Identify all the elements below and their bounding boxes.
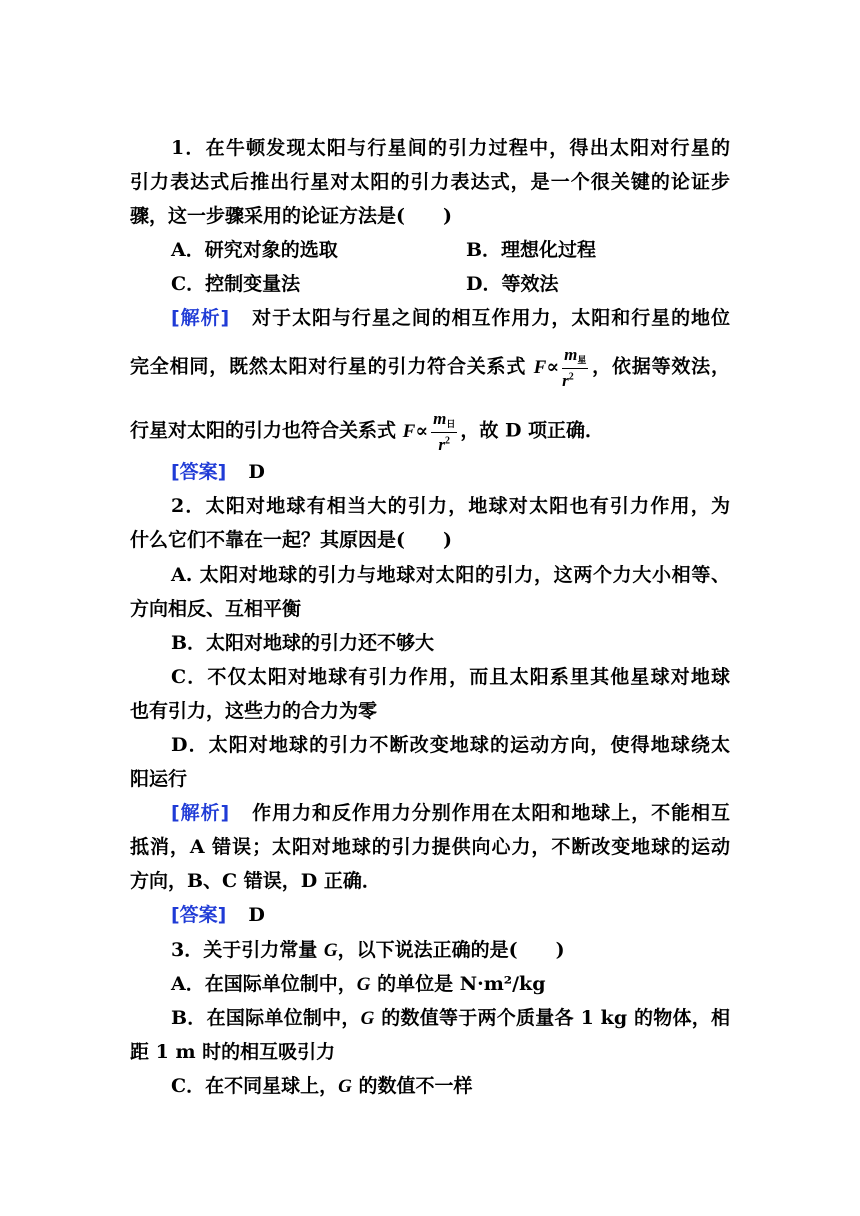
q1-stem-line2: 引力表达式后推出行星对太阳的引力表达式，是一个很关键的论证步 [130,171,730,193]
q2-stem-line1: 2．太阳对地球有相当大的引力，地球对太阳也有引力作用，为 [171,495,730,517]
q1-analysis-line3: 行星对太阳的引力也符合关系式 F∝ $\frac{m_日}{r^2}$ ，故 D 项正确． [130,409,605,454]
q3-option-c: C．在不同星球上，G 的数值不一样 [171,1075,473,1097]
answer-tag: [答案] [171,904,227,926]
q1-stem-line1: 1．在牛顿发现太阳与行星间的引力过程中，得出太阳对行星的 [171,137,730,159]
q3-option-b-line1: B．在国际单位制中，G 的数值等于两个质量各 1 kg 的物体，相 [171,1007,730,1029]
q1-options-row1 [171,237,730,263]
q2-analysis-line2: 抵消，A 错误；太阳对地球的引力提供向心力，不断改变地球的运动 [130,836,730,858]
q1-option-d: D．等效法 [466,273,559,295]
proportion-formula-sun: F∝ $\frac{m_日}{r^2}$ [402,409,456,454]
q2-answer [171,902,730,928]
q2-analysis-line1: [解析] 作用力和反作用力分别作用在太阳和地球上，不能相互 [171,802,730,824]
q2-answer-value: D [248,904,265,926]
q1-stem-line3: 骤，这一步骤采用的论证方法是( ) [130,205,452,227]
proportion-formula-star: F∝ $\frac{m_星}{r^2}$ [533,345,587,390]
fraction-m-sun-over-r2: $\frac{m_日}{r^2}$ [433,409,456,454]
q2-stem-line2: 什么它们不靠在一起？其原因是( ) [130,529,452,551]
q2-option-c-line2: 也有引力，这些力的合力为零 [130,700,378,722]
fraction-m-star-over-r2: $\frac{m_星}{r^2}$ [562,345,587,390]
analysis-tag: [解析] [171,307,230,329]
q1-options-row2 [171,271,730,297]
q2-option-a-line1: A. 太阳对地球的引力与地球对太阳的引力，这两个力大小相等、 [171,564,730,586]
q1-option-b: B．理想化过程 [466,239,597,261]
q3-option-b-line2: 距 1 m 时的相互吸引力 [130,1041,336,1063]
q1-answer-value: D [248,461,265,483]
q2-option-c-line1: C．不仅太阳对地球有引力作用，而且太阳系里其他星球对地球 [171,666,730,688]
q2-analysis-line3: 方向，B、C 错误，D 正确． [130,870,381,892]
q3-option-a: A．在国际单位制中，G 的单位是 N·m²/kg [171,973,546,995]
q1-analysis-line1: [解析] 对于太阳与行星之间的相互作用力，太阳和行星的地位 [171,307,730,329]
q3-stem: 3．关于引力常量 G，以下说法正确的是( ) [171,939,565,961]
q2-option-b: B．太阳对地球的引力还不够大 [171,632,435,654]
q2-option-d-line2: 阳运行 [130,768,188,790]
q2-option-d-line1: D．太阳对地球的引力不断改变地球的运动方向，使得地球绕太 [171,734,730,756]
q1-answer [171,459,730,485]
q1-analysis-line2: 完全相同，既然太阳对行星的引力符合关系式 F∝ $\frac{m_星}{r^2}$ ，依据等效法， [130,345,730,390]
analysis-tag: [解析] [171,802,230,824]
q1-option-a: A．研究对象的选取 [171,239,338,261]
answer-tag: [答案] [171,461,227,483]
q2-option-a-line2: 方向相反、互相平衡 [130,598,302,620]
q1-option-c: C．控制变量法 [171,273,301,295]
